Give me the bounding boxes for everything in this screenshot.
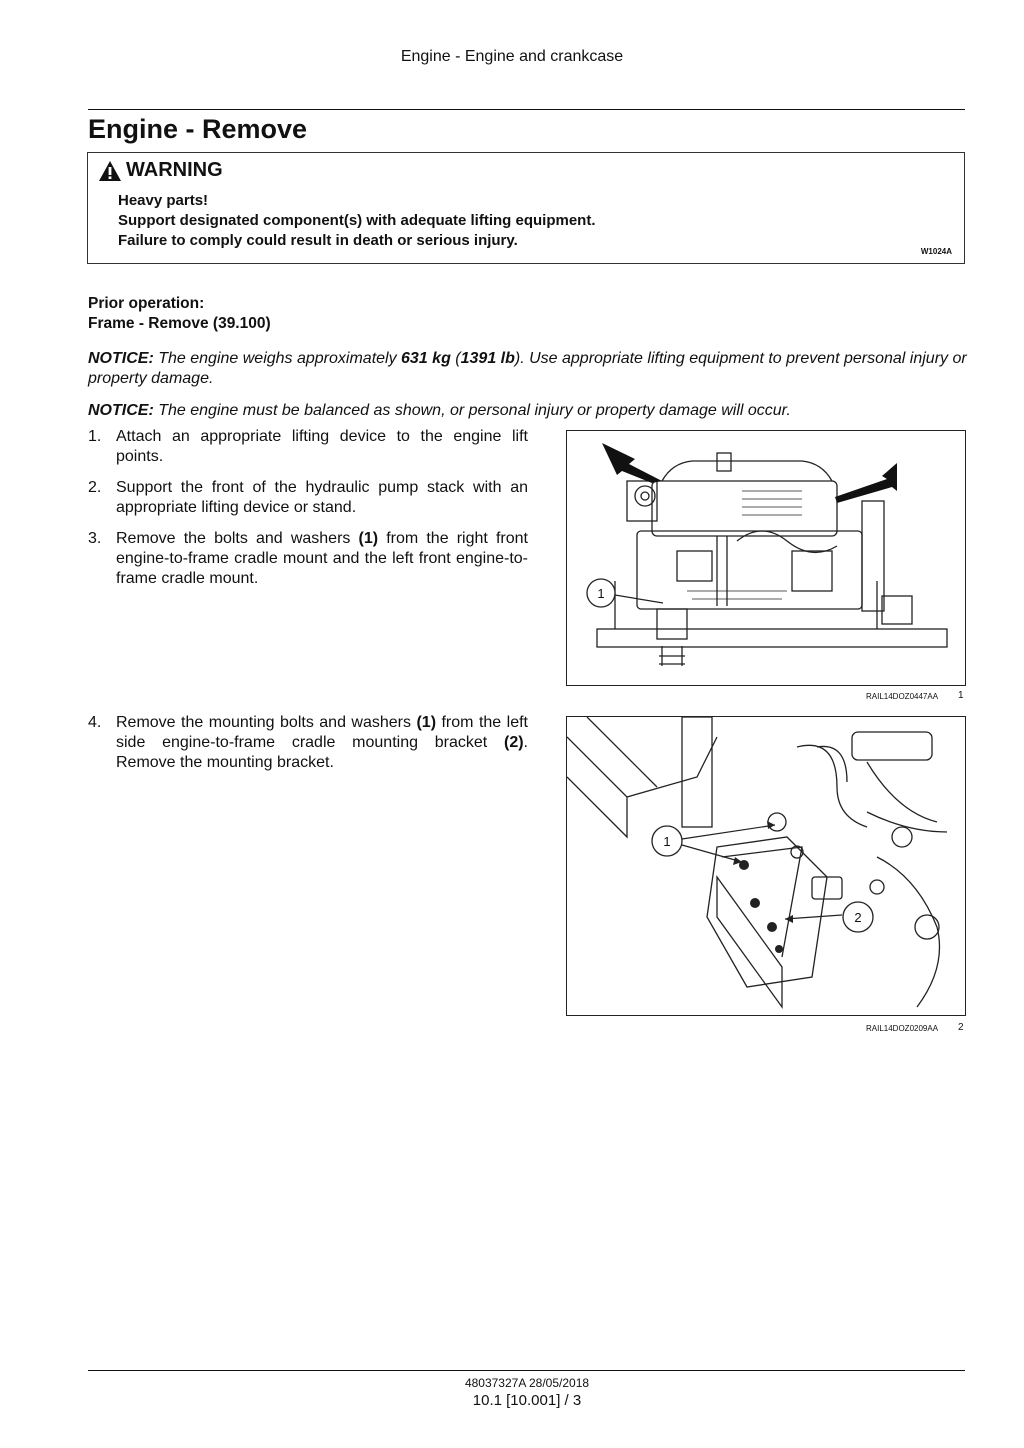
- warning-line: Failure to comply could result in death or serious injury.: [118, 232, 518, 249]
- figure-caption: RAIL14DOZ0447AA: [866, 692, 939, 701]
- engine-illustration: [567, 431, 964, 684]
- bracket-illustration: [567, 717, 964, 1014]
- prior-operation: [88, 294, 271, 334]
- step-text: Attach an appropriate lifting device to the engine lift points.: [116, 428, 528, 465]
- warning-box: [87, 152, 965, 264]
- step-list-b: [88, 713, 528, 784]
- step-number: 2.: [88, 479, 102, 496]
- step-item: [88, 427, 528, 467]
- page-title: Engine - Remove: [88, 114, 308, 144]
- step-item: [88, 529, 528, 589]
- warning-line: Heavy parts!: [118, 192, 209, 209]
- notice-weight: [88, 349, 968, 389]
- notice-text: The engine must be balanced as shown, or personal injury or property damage will occur.: [153, 402, 791, 419]
- notice-weight-lb: 1391 lb: [460, 350, 515, 367]
- figure-number: 1: [958, 690, 964, 701]
- notice-label: NOTICE:: [88, 350, 154, 367]
- prior-operation-link[interactable]: Frame - Remove (39.100): [88, 315, 271, 332]
- prior-operation-label: Prior operation:: [88, 295, 205, 312]
- step-number: 3.: [88, 530, 102, 547]
- figure-number: 2: [958, 1022, 964, 1033]
- warning-title: WARNING: [126, 159, 223, 181]
- warning-triangle-icon: [98, 160, 122, 182]
- bottom-divider: [88, 1370, 965, 1371]
- warning-header: [98, 159, 223, 182]
- step-text: Remove the bolts and washers (1) from the right front engine-to-frame cradle mount and the left front engine-to-frame cradle mount.: [116, 530, 528, 587]
- callout-number: 2: [854, 910, 862, 925]
- footer-page-number: 10.1 [10.001] / 3: [472, 1392, 582, 1409]
- lift-point-arrow: [602, 443, 662, 483]
- footer-document-id: 48037327A 28/05/2018: [464, 1376, 590, 1390]
- step-list-a: [88, 427, 528, 600]
- warning-code: W1024A: [920, 247, 952, 256]
- lift-point-arrow: [835, 463, 897, 503]
- callout-number: 1: [597, 586, 605, 601]
- step-item: [88, 713, 528, 773]
- step-number: 4.: [88, 714, 102, 731]
- notice-label: NOTICE:: [88, 402, 154, 419]
- figure-caption: RAIL14DOZ0209AA: [866, 1024, 939, 1033]
- figure-engine-lift-points: [566, 430, 966, 686]
- step-text: Remove the mounting bolts and washers (1) from the left side engine-to-frame cradle mounting bracket (2). Remove the mounting bracket.: [116, 714, 528, 771]
- notice-text: The engine weighs approximately: [153, 350, 402, 367]
- warning-text: [118, 191, 596, 251]
- notice-text: ). Use appropriate lifting equipment to prevent personal injury or property damage.: [88, 350, 967, 387]
- top-divider: [88, 109, 965, 110]
- warning-line: Support designated component(s) with adequate lifting equipment.: [118, 212, 596, 229]
- notice-weight-kg: 631 kg: [401, 350, 451, 367]
- step-item: [88, 478, 528, 518]
- figure-mounting-bracket: [566, 716, 966, 1016]
- step-number: 1.: [88, 428, 102, 445]
- notice-balance: [88, 401, 968, 421]
- mounting-bolts: [739, 860, 783, 953]
- callout-number: 1: [663, 834, 671, 849]
- step-text: Support the front of the hydraulic pump stack with an appropriate lifting device or stand.: [116, 479, 528, 516]
- notice-text: (: [450, 350, 461, 367]
- running-header: Engine - Engine and crankcase: [400, 48, 624, 65]
